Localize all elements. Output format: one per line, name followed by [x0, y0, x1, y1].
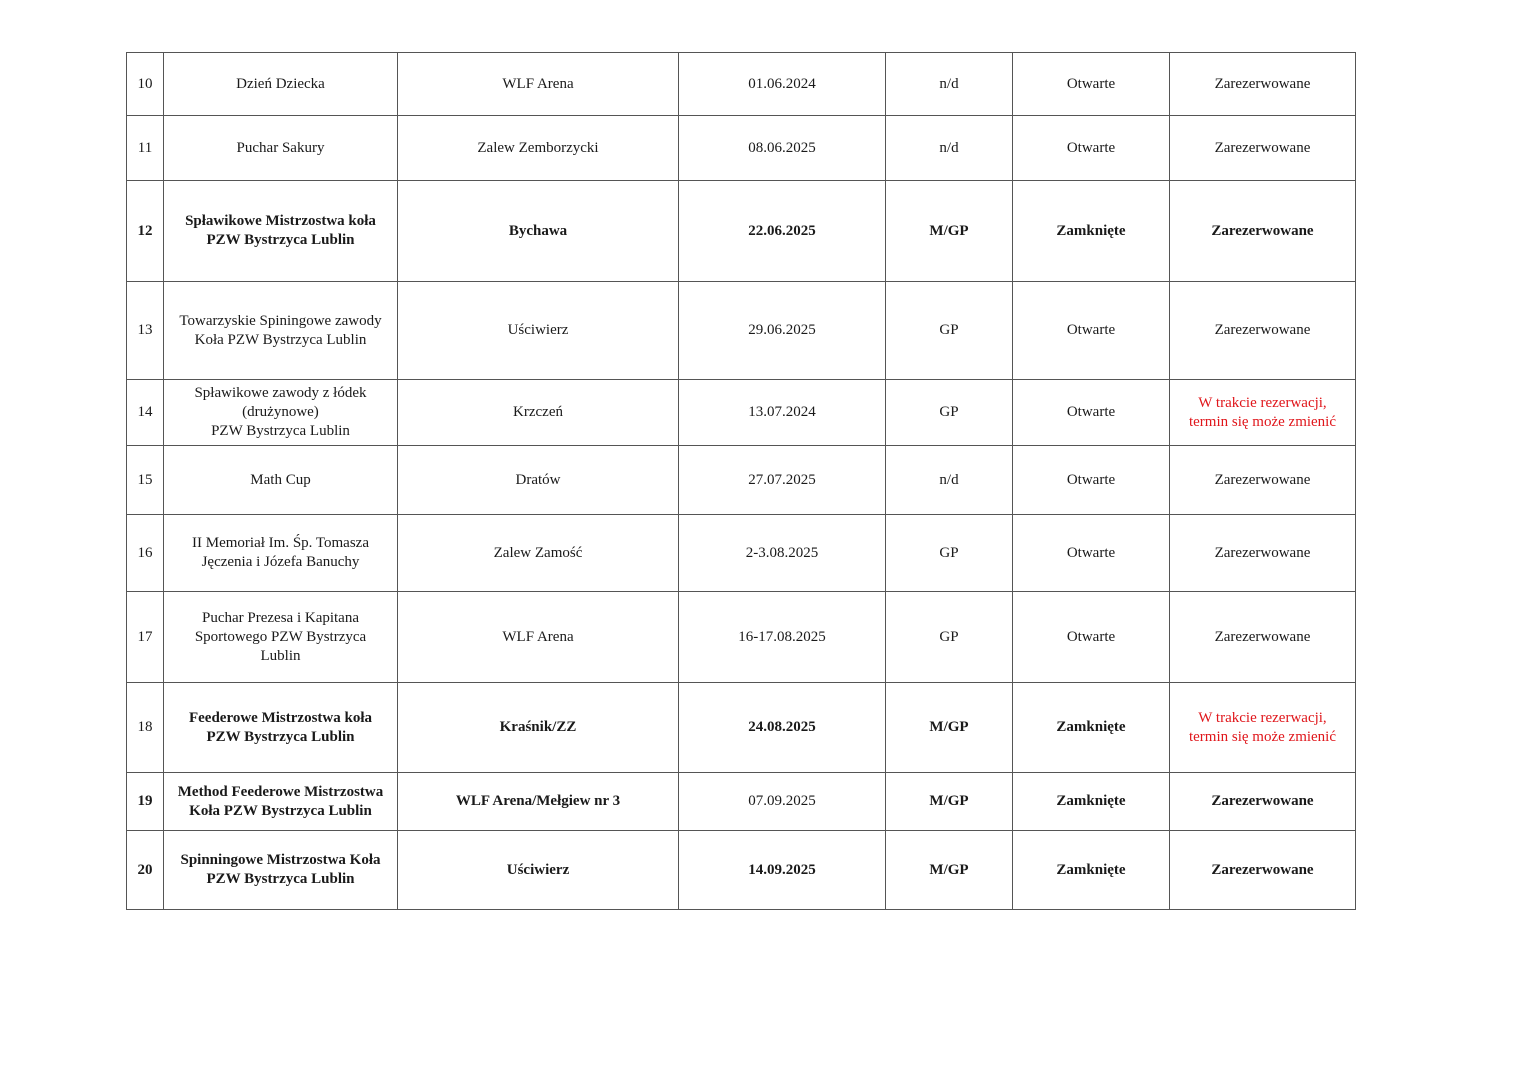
event-access: Otwarte	[1013, 515, 1170, 592]
event-venue: Zalew Zemborzycki	[398, 116, 679, 181]
event-type: M/GP	[886, 773, 1013, 831]
event-venue: WLF Arena	[398, 592, 679, 683]
event-venue: Bychawa	[398, 181, 679, 282]
event-date: 08.06.2025	[679, 116, 886, 181]
event-date: 07.09.2025	[679, 773, 886, 831]
event-name: Spławikowe Mistrzostwa koła PZW Bystrzyca Lublin	[164, 181, 398, 282]
reservation-status: Zarezerwowane	[1170, 282, 1356, 380]
reservation-status: Zarezerwowane	[1170, 446, 1356, 515]
competition-schedule-table	[126, 52, 1356, 910]
row-number: 15	[127, 446, 164, 515]
event-venue: WLF Arena	[398, 53, 679, 116]
reservation-status: Zarezerwowane	[1170, 592, 1356, 683]
event-date: 01.06.2024	[679, 53, 886, 116]
event-type: GP	[886, 282, 1013, 380]
row-number: 17	[127, 592, 164, 683]
event-date: 22.06.2025	[679, 181, 886, 282]
event-venue: Krzczeń	[398, 380, 679, 446]
reservation-status: W trakcie rezerwacji, termin się może zmienić	[1170, 380, 1356, 446]
event-access: Otwarte	[1013, 446, 1170, 515]
row-number: 13	[127, 282, 164, 380]
event-venue: WLF Arena/Mełgiew nr 3	[398, 773, 679, 831]
row-number: 11	[127, 116, 164, 181]
table-row	[127, 773, 1356, 831]
table-row	[127, 181, 1356, 282]
event-venue: Uściwierz	[398, 831, 679, 910]
event-access: Otwarte	[1013, 282, 1170, 380]
event-name: Puchar Prezesa i Kapitana Sportowego PZW Bystrzyca Lublin	[164, 592, 398, 683]
event-name: II Memoriał Im. Śp. Tomasza Jęczenia i Józefa Banuchy	[164, 515, 398, 592]
event-name: Puchar Sakury	[164, 116, 398, 181]
table-row	[127, 282, 1356, 380]
table-row	[127, 683, 1356, 773]
reservation-status: Zarezerwowane	[1170, 515, 1356, 592]
event-name: Towarzyskie Spiningowe zawody Koła PZW Bystrzyca Lublin	[164, 282, 398, 380]
table-row	[127, 592, 1356, 683]
event-venue: Dratów	[398, 446, 679, 515]
row-number: 10	[127, 53, 164, 116]
event-date: 29.06.2025	[679, 282, 886, 380]
reservation-status: Zarezerwowane	[1170, 181, 1356, 282]
event-date: 27.07.2025	[679, 446, 886, 515]
event-date: 16-17.08.2025	[679, 592, 886, 683]
event-access: Otwarte	[1013, 53, 1170, 116]
event-date: 24.08.2025	[679, 683, 886, 773]
event-type: GP	[886, 592, 1013, 683]
event-venue: Zalew Zamość	[398, 515, 679, 592]
event-date: 13.07.2024	[679, 380, 886, 446]
table-row	[127, 116, 1356, 181]
event-venue: Kraśnik/ZZ	[398, 683, 679, 773]
row-number: 19	[127, 773, 164, 831]
event-type: M/GP	[886, 831, 1013, 910]
event-name: Feederowe Mistrzostwa koła PZW Bystrzyca Lublin	[164, 683, 398, 773]
row-number: 18	[127, 683, 164, 773]
event-type: M/GP	[886, 181, 1013, 282]
reservation-status: Zarezerwowane	[1170, 116, 1356, 181]
event-access: Otwarte	[1013, 116, 1170, 181]
reservation-status: Zarezerwowane	[1170, 831, 1356, 910]
event-access: Zamknięte	[1013, 831, 1170, 910]
event-access: Zamknięte	[1013, 181, 1170, 282]
table-row	[127, 831, 1356, 910]
event-name: Math Cup	[164, 446, 398, 515]
event-access: Otwarte	[1013, 380, 1170, 446]
event-access: Zamknięte	[1013, 683, 1170, 773]
row-number: 20	[127, 831, 164, 910]
row-number: 14	[127, 380, 164, 446]
event-venue: Uściwierz	[398, 282, 679, 380]
event-type: n/d	[886, 116, 1013, 181]
table-row	[127, 515, 1356, 592]
event-name: Spławikowe zawody z łódek (drużynowe) PZW Bystrzyca Lublin	[164, 380, 398, 446]
event-type: M/GP	[886, 683, 1013, 773]
reservation-status: W trakcie rezerwacji, termin się może zmienić	[1170, 683, 1356, 773]
event-type: n/d	[886, 53, 1013, 116]
table-row	[127, 380, 1356, 446]
event-name: Method Feederowe Mistrzostwa Koła PZW Bystrzyca Lublin	[164, 773, 398, 831]
row-number: 16	[127, 515, 164, 592]
event-name: Spinningowe Mistrzostwa Koła PZW Bystrzyca Lublin	[164, 831, 398, 910]
event-date: 14.09.2025	[679, 831, 886, 910]
event-type: GP	[886, 515, 1013, 592]
row-number: 12	[127, 181, 164, 282]
table-row	[127, 446, 1356, 515]
reservation-status: Zarezerwowane	[1170, 773, 1356, 831]
table-row	[127, 53, 1356, 116]
event-date: 2-3.08.2025	[679, 515, 886, 592]
reservation-status: Zarezerwowane	[1170, 53, 1356, 116]
event-type: n/d	[886, 446, 1013, 515]
event-access: Zamknięte	[1013, 773, 1170, 831]
event-access: Otwarte	[1013, 592, 1170, 683]
event-type: GP	[886, 380, 1013, 446]
event-name: Dzień Dziecka	[164, 53, 398, 116]
